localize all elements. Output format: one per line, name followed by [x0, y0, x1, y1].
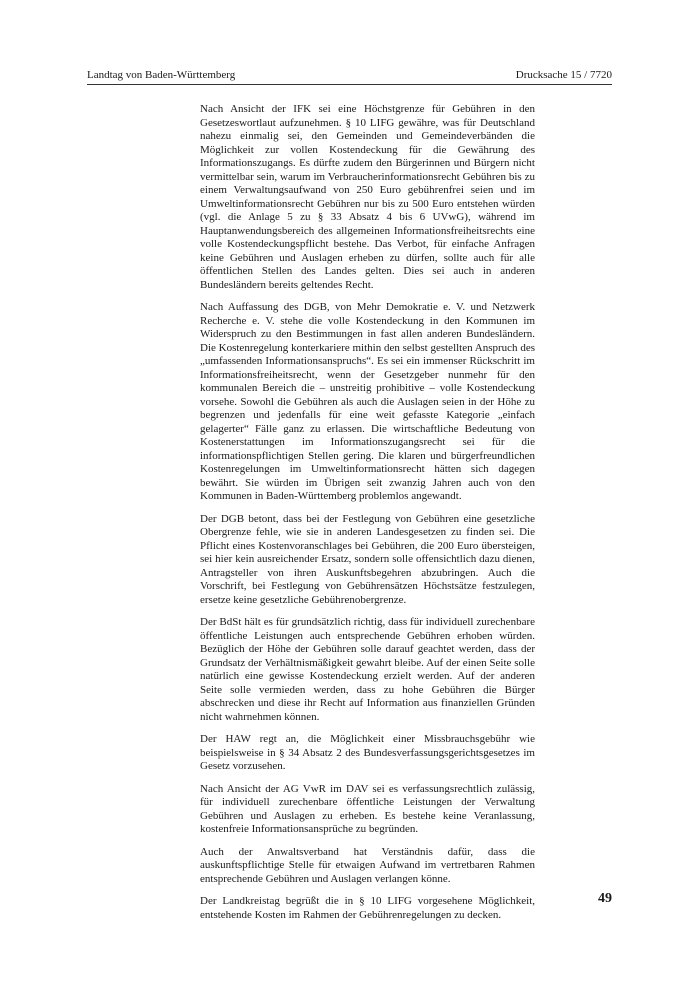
- paragraph-bdst: Der BdSt hält es für grundsätzlich richtig, dass für individuell zurechenbare öffentliche Leistungen auch entsprechende Gebühren erhoben würden. Bezüglich der Höhe der Gebühren solle darauf geachtet werden, dass der Grundsatz der Verhältnismäßigkeit gewahrt bleibe. Auf der einen Seite solle natürlich eine gewisse Kostendeckung erzielt werden. Auf der anderen Seite solle vermieden werden, dass zu hohe Gebühren die Bürger abschrecken und diese ihr Recht auf Information aus finanziellen Gründen nicht wahrnehmen können.: [200, 616, 535, 723]
- header-rule: [87, 84, 612, 85]
- body-text: [200, 103, 535, 931]
- page-number: 49: [598, 891, 612, 906]
- paragraph-ifk: Nach Ansicht der IFK sei eine Höchstgrenze für Gebühren in den Gesetzeswortlaut aufzunehmen. § 10 LIFG gewähre, was für Deutschland nahezu einmalig sei, den Gemeinden und Gemeindeverbänden die Möglichkeit zur vollen Kostendeckung für die Gewährung des Informationszugangs. Es dürfte zudem den Bürgerinnen und Bürgern nicht vermittelbar sein, warum im Verbraucherinformationsrecht Gebühren bis zu einem Verwaltungsaufwand von 250 Euro gebührenfrei seien und im Umweltinformationsrecht Gebühren nur bis zu 500 Euro entstehen würden (vgl. die Anlage 5 zu § 33 Absatz 4 bis 6 UVwG), während im Hauptanwendungsbereich des allgemeinen Informationsfreiheitsrechts eine volle Kostendeckungspflicht bestehe. Das Verbot, für einfache Anfragen keine Gebühren und Auslagen erheben zu dürfen, sollte auch für alle öffentlichen Stellen des Landes gelten. Dies sei auch in anderen Bundesländern bereits geltendes Recht.: [200, 103, 535, 291]
- paragraph-ag-vwr-dav: Nach Ansicht der AG VwR im DAV sei es verfassungsrechtlich zulässig, für individuell zurechenbare öffentliche Leistungen der Verwaltung Gebühren und Auslagen zu erheben. Es bestehe keine Veranlassung, kostenfreie Informationsansprüche zu begründen.: [200, 782, 535, 835]
- paragraph-landkreistag: Der Landkreistag begrüßt die in § 10 LIFG vorgesehene Möglichkeit, entstehende Kosten im Rahmen der Gebührenregelungen zu decken.: [200, 895, 535, 921]
- paragraph-anwaltsverband: Auch der Anwaltsverband hat Verständnis dafür, dass die auskunftspflichtige Stelle für etwaigen Aufwand im vertretbaren Rahmen entsprechende Gebühren und Auslagen verlangen könne.: [200, 845, 535, 885]
- header-parliament-name: Landtag von Baden-Württemberg: [87, 69, 236, 81]
- running-header: [87, 68, 612, 84]
- paragraph-haw: Der HAW regt an, die Möglichkeit einer Missbrauchsgebühr wie beispielsweise in § 34 Absatz 2 des Bundesverfassungsgerichtsgesetzes im Gesetz vorzusehen.: [200, 733, 535, 772]
- paragraph-dgb: Der DGB betont, dass bei der Festlegung von Gebühren eine gesetzliche Obergrenze fehle, wie sie in anderen Landesgesetzen zu finden sei. Die Pflicht eines Kostenvoranschlages bei Gebühren, die 200 Euro übersteigen, sei hier kein ausreichender Ersatz, sondern solle offensichtlich dazu dienen, Antragsteller von ihren Auskunftsbegehren abzubringen. Auch die Vorschrift, bei Festlegung von Gebührensätzen Höchstsätze festzulegen, ersetze keine gesetzliche Gebührenobergrenze.: [200, 512, 535, 606]
- paragraph-dgb-mehr-demokratie: Nach Auffassung des DGB, von Mehr Demokratie e. V. und Netzwerk Recherche e. V. stehe die volle Kostendeckung in den Kommunen im Widerspruch zu den Bestimmungen in fast allen anderen Bundesländern. Die Kostenregelung konterkariere mithin den selbst gestellten Anspruch des „umfassenden Informationsanspruchs“. Es sei ein immenser Rückschritt im Informationsfreiheitsrecht, wenn der Gesetzgeber nunmehr für den kommunalen Bereich die – unstreitig prohibitive – volle Kostendeckung vorsehe. Sowohl die Gebühren als auch die Auslagen seien in der Höhe zu begrenzen und jedenfalls für eine weit gefasste Kategorie „einfach gelagerter“ Fälle ganz zu erlassen. Die wirtschaftliche Bedeutung von Kostenerstattungen im Informationszugangsrecht sei für die informationspflichtigen Stellen gering. Die klaren und bürgerfreundlichen Kostenregelungen im Umweltinformationsrecht hätten sich dagegen bewährt. Sie würden im Übrigen seit zwanzig Jahren auch von den Kommunen in Baden-Württemberg problemlos angewandt.: [200, 301, 535, 502]
- header-document-number: Drucksache 15 / 7720: [515, 69, 612, 81]
